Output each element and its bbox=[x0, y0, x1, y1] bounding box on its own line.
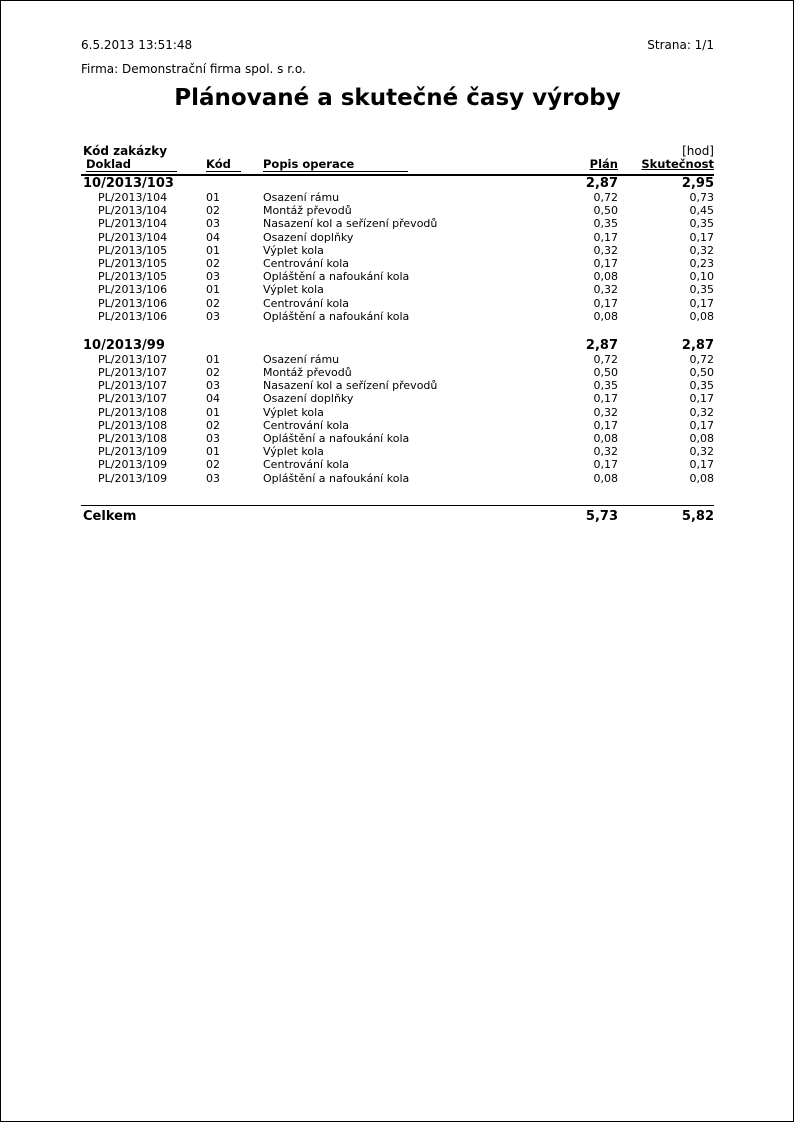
row-doklad: PL/2013/107 bbox=[98, 392, 168, 406]
table-row bbox=[81, 379, 714, 392]
table-row bbox=[81, 458, 714, 471]
column-header-plan-label: Plán bbox=[589, 157, 618, 171]
row-doklad: PL/2013/106 bbox=[98, 309, 168, 323]
row-doklad: PL/2013/107 bbox=[98, 366, 168, 380]
table-row bbox=[81, 270, 714, 283]
row-actual: 0,32 bbox=[689, 243, 714, 257]
row-plan: 0,32 bbox=[593, 405, 618, 419]
group-code: 10/2013/99 bbox=[83, 337, 165, 353]
row-plan: 0,32 bbox=[593, 445, 618, 459]
meta-row bbox=[81, 38, 714, 52]
row-plan: 0,50 bbox=[593, 204, 618, 218]
column-header-kod-label: Kód bbox=[206, 157, 241, 172]
row-plan: 0,35 bbox=[593, 379, 618, 393]
row-actual: 0,35 bbox=[689, 283, 714, 297]
row-kod: 01 bbox=[206, 191, 220, 204]
table-row bbox=[81, 283, 714, 296]
row-popis: Centrování kola bbox=[263, 418, 350, 432]
row-plan: 0,17 bbox=[593, 392, 618, 406]
row-actual: 0,35 bbox=[689, 217, 714, 231]
row-doklad: PL/2013/104 bbox=[98, 204, 168, 218]
group-plan: 2,87 bbox=[585, 176, 618, 191]
table-row bbox=[81, 419, 714, 432]
row-kod: 02 bbox=[206, 418, 220, 432]
row-plan: 0,17 bbox=[593, 230, 618, 244]
row-popis: Výplet kola bbox=[263, 243, 324, 257]
row-doklad: PL/2013/104 bbox=[98, 191, 168, 204]
row-doklad: PL/2013/107 bbox=[98, 352, 168, 366]
row-actual: 0,35 bbox=[689, 379, 714, 393]
row-doklad: PL/2013/109 bbox=[98, 458, 168, 472]
row-popis: Opláštění a nafoukání kola bbox=[263, 309, 410, 323]
row-kod: 01 bbox=[206, 243, 220, 257]
row-doklad: PL/2013/106 bbox=[98, 283, 168, 297]
group-header-row bbox=[81, 338, 714, 353]
row-actual: 0,17 bbox=[689, 392, 714, 406]
total-label: Celkem bbox=[83, 509, 137, 524]
row-popis: Výplet kola bbox=[263, 283, 324, 297]
order-group bbox=[81, 338, 714, 485]
row-doklad: PL/2013/104 bbox=[98, 217, 168, 231]
table-row bbox=[81, 191, 714, 204]
row-plan: 0,35 bbox=[593, 217, 618, 231]
row-actual: 0,23 bbox=[689, 256, 714, 270]
row-popis: Výplet kola bbox=[263, 405, 324, 419]
unit-label: [hod] bbox=[682, 144, 714, 158]
group-code: 10/2013/103 bbox=[83, 176, 174, 191]
section-label: Kód zakázky bbox=[83, 144, 168, 158]
row-popis: Výplet kola bbox=[263, 445, 324, 459]
row-kod: 04 bbox=[206, 230, 220, 244]
row-kod: 01 bbox=[206, 352, 220, 366]
row-actual: 0,08 bbox=[689, 471, 714, 485]
order-group bbox=[81, 176, 714, 323]
row-popis: Centrování kola bbox=[263, 296, 350, 310]
row-kod: 03 bbox=[206, 432, 220, 445]
row-actual: 0,50 bbox=[689, 366, 714, 380]
row-popis: Centrování kola bbox=[263, 256, 350, 270]
row-kod: 02 bbox=[206, 366, 220, 380]
row-popis: Nasazení kol a seřízení převodů bbox=[263, 217, 438, 231]
column-header-doklad-label: Doklad bbox=[86, 157, 177, 172]
row-doklad: PL/2013/108 bbox=[98, 405, 168, 419]
report-content bbox=[81, 1, 714, 1121]
row-actual: 0,08 bbox=[689, 309, 714, 323]
row-plan: 0,32 bbox=[593, 283, 618, 297]
row-plan: 0,08 bbox=[593, 471, 618, 485]
row-actual: 0,10 bbox=[689, 270, 714, 284]
row-plan: 0,17 bbox=[593, 296, 618, 310]
column-header-popis bbox=[263, 157, 498, 172]
row-plan: 0,17 bbox=[593, 418, 618, 432]
row-doklad: PL/2013/104 bbox=[98, 230, 168, 244]
row-popis: Osazení rámu bbox=[263, 191, 340, 204]
column-header-row bbox=[81, 157, 714, 176]
row-kod: 01 bbox=[206, 405, 220, 419]
row-actual: 0,32 bbox=[689, 405, 714, 419]
row-popis: Montáž převodů bbox=[263, 366, 352, 380]
row-actual: 0,45 bbox=[689, 204, 714, 218]
column-header-skutecnost-label: Skutečnost bbox=[641, 157, 714, 171]
report-title: Plánované a skutečné časy výroby bbox=[174, 85, 621, 111]
row-doklad: PL/2013/109 bbox=[98, 445, 168, 459]
row-popis: Osazení rámu bbox=[263, 352, 340, 366]
row-popis: Opláštění a nafoukání kola bbox=[263, 471, 410, 485]
row-kod: 04 bbox=[206, 392, 220, 406]
table-row bbox=[81, 244, 714, 257]
row-actual: 0,32 bbox=[689, 445, 714, 459]
row-kod: 01 bbox=[206, 283, 220, 297]
row-kod: 03 bbox=[206, 471, 220, 485]
row-kod: 03 bbox=[206, 309, 220, 323]
group-rows bbox=[81, 353, 714, 485]
row-plan: 0,08 bbox=[593, 270, 618, 284]
row-plan: 0,50 bbox=[593, 366, 618, 380]
row-kod: 02 bbox=[206, 296, 220, 310]
group-rows bbox=[81, 191, 714, 323]
total-row bbox=[81, 505, 714, 524]
row-plan: 0,17 bbox=[593, 256, 618, 270]
table-row bbox=[81, 231, 714, 244]
row-actual: 0,17 bbox=[689, 296, 714, 310]
table-row bbox=[81, 297, 714, 310]
total-plan: 5,73 bbox=[585, 509, 618, 524]
table-row bbox=[81, 432, 714, 445]
row-actual: 0,72 bbox=[689, 352, 714, 366]
row-popis: Osazení doplňky bbox=[263, 230, 354, 244]
row-kod: 03 bbox=[206, 270, 220, 284]
table-row bbox=[81, 366, 714, 379]
row-kod: 02 bbox=[206, 458, 220, 472]
row-actual: 0,73 bbox=[689, 191, 714, 204]
row-kod: 03 bbox=[206, 379, 220, 393]
row-actual: 0,17 bbox=[689, 418, 714, 432]
row-doklad: PL/2013/107 bbox=[98, 379, 168, 393]
section-head bbox=[81, 144, 714, 158]
table-row bbox=[81, 406, 714, 419]
row-doklad: PL/2013/105 bbox=[98, 270, 168, 284]
company-line: Firma: Demonstrační firma spol. s r.o. bbox=[81, 62, 306, 76]
table-row bbox=[81, 445, 714, 458]
page-number: Strana: 1/1 bbox=[647, 38, 714, 52]
group-header-row bbox=[81, 176, 714, 191]
row-plan: 0,08 bbox=[593, 432, 618, 445]
table-row bbox=[81, 472, 714, 485]
row-popis: Opláštění a nafoukání kola bbox=[263, 270, 410, 284]
column-header-plan bbox=[498, 157, 618, 172]
table-groups bbox=[81, 176, 714, 485]
row-doklad: PL/2013/105 bbox=[98, 243, 168, 257]
total-actual: 5,82 bbox=[681, 509, 714, 524]
table-row bbox=[81, 257, 714, 270]
table-row bbox=[81, 392, 714, 405]
row-plan: 0,72 bbox=[593, 352, 618, 366]
column-header-popis-label: Popis operace bbox=[263, 157, 408, 172]
row-popis: Centrování kola bbox=[263, 458, 350, 472]
table-row bbox=[81, 217, 714, 230]
row-doklad: PL/2013/108 bbox=[98, 418, 168, 432]
group-actual: 2,95 bbox=[681, 176, 714, 191]
row-kod: 02 bbox=[206, 204, 220, 218]
row-actual: 0,08 bbox=[689, 432, 714, 445]
row-plan: 0,72 bbox=[593, 191, 618, 204]
row-plan: 0,32 bbox=[593, 243, 618, 257]
column-header-skutecnost bbox=[618, 157, 714, 172]
row-plan: 0,08 bbox=[593, 309, 618, 323]
table-row bbox=[81, 310, 714, 323]
row-popis: Montáž převodů bbox=[263, 204, 352, 218]
row-popis: Nasazení kol a seřízení převodů bbox=[263, 379, 438, 393]
table-row bbox=[81, 204, 714, 217]
report-datetime: 6.5.2013 13:51:48 bbox=[81, 38, 193, 52]
row-popis: Osazení doplňky bbox=[263, 392, 354, 406]
column-header-doklad bbox=[81, 157, 206, 172]
row-kod: 03 bbox=[206, 217, 220, 231]
row-actual: 0,17 bbox=[689, 230, 714, 244]
row-doklad: PL/2013/106 bbox=[98, 296, 168, 310]
row-kod: 01 bbox=[206, 445, 220, 459]
group-plan: 2,87 bbox=[585, 337, 618, 353]
row-popis: Opláštění a nafoukání kola bbox=[263, 432, 410, 445]
row-doklad: PL/2013/108 bbox=[98, 432, 168, 445]
row-doklad: PL/2013/109 bbox=[98, 471, 168, 485]
table-row bbox=[81, 353, 714, 366]
group-actual: 2,87 bbox=[681, 337, 714, 353]
column-header-kod bbox=[206, 157, 263, 172]
row-actual: 0,17 bbox=[689, 458, 714, 472]
row-kod: 02 bbox=[206, 256, 220, 270]
row-plan: 0,17 bbox=[593, 458, 618, 472]
row-doklad: PL/2013/105 bbox=[98, 256, 168, 270]
